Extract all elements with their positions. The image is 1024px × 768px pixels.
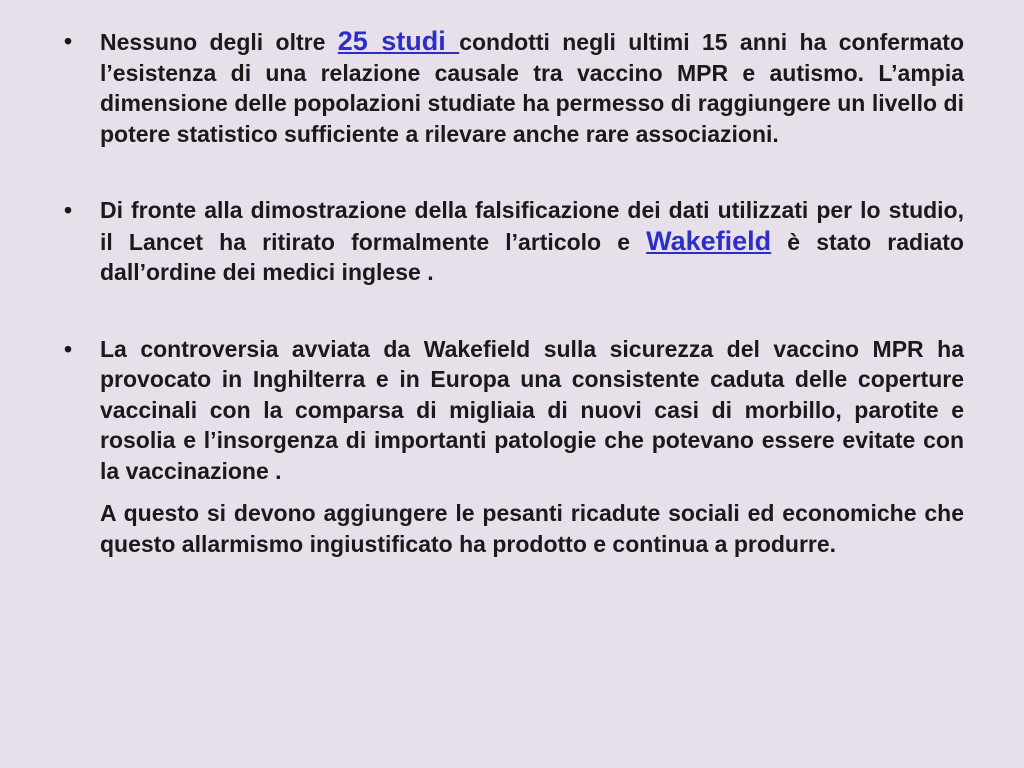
bullet-text: La controversia avviata da Wakefield sulla sicurezza del vaccino MPR ha provocato in Inghilterra e in Europa una consistente caduta delle coperture vaccinali con la comparsa di migliaia di nuovi casi di morbillo, parotite e rosolia e l’insorgenza di importanti patologie che potevano essere evitate con la vaccinazione . bbox=[100, 335, 964, 484]
link-25-studi[interactable]: 25 studi bbox=[337, 26, 460, 56]
text-after-link: è stato radiato dall’ordine dei medici inglese . bbox=[100, 228, 964, 285]
continuation-paragraph: A questo si devono aggiungere le pesanti ricadute sociali ed economiche che questo allarmismo ingiustificato ha prodotto e continua a produrre. bbox=[100, 500, 964, 557]
bullet-text bbox=[100, 26, 964, 149]
link-wakefield[interactable]: Wakefield bbox=[646, 225, 772, 256]
bullet-list bbox=[64, 26, 964, 559]
bullet-icon: • bbox=[64, 197, 73, 223]
bullet-item-controversy bbox=[64, 334, 964, 560]
bullet-text bbox=[100, 195, 964, 288]
bullet-item-studies bbox=[64, 26, 964, 149]
bullet-icon: • bbox=[64, 335, 73, 362]
text-before-link: Nessuno degli oltre bbox=[100, 29, 338, 55]
text-before-link: Di fronte alla dimostrazione della falsificazione dei dati utilizzati per lo studio, il Lancet ha ritirato formalmente l’articolo e bbox=[100, 197, 964, 255]
bullet-icon: • bbox=[64, 28, 73, 54]
bullet-item-lancet bbox=[64, 195, 964, 288]
text-after-link: condotti negli ultimi 15 anni ha confermato l’esistenza di una relazione causale tra vaccino MPR e autismo. L’ampia dimensione delle popolazioni studiate ha permesso di raggiungere un livello di potere statistico sufficiente a rilevare anche rare associazioni. bbox=[100, 29, 964, 147]
